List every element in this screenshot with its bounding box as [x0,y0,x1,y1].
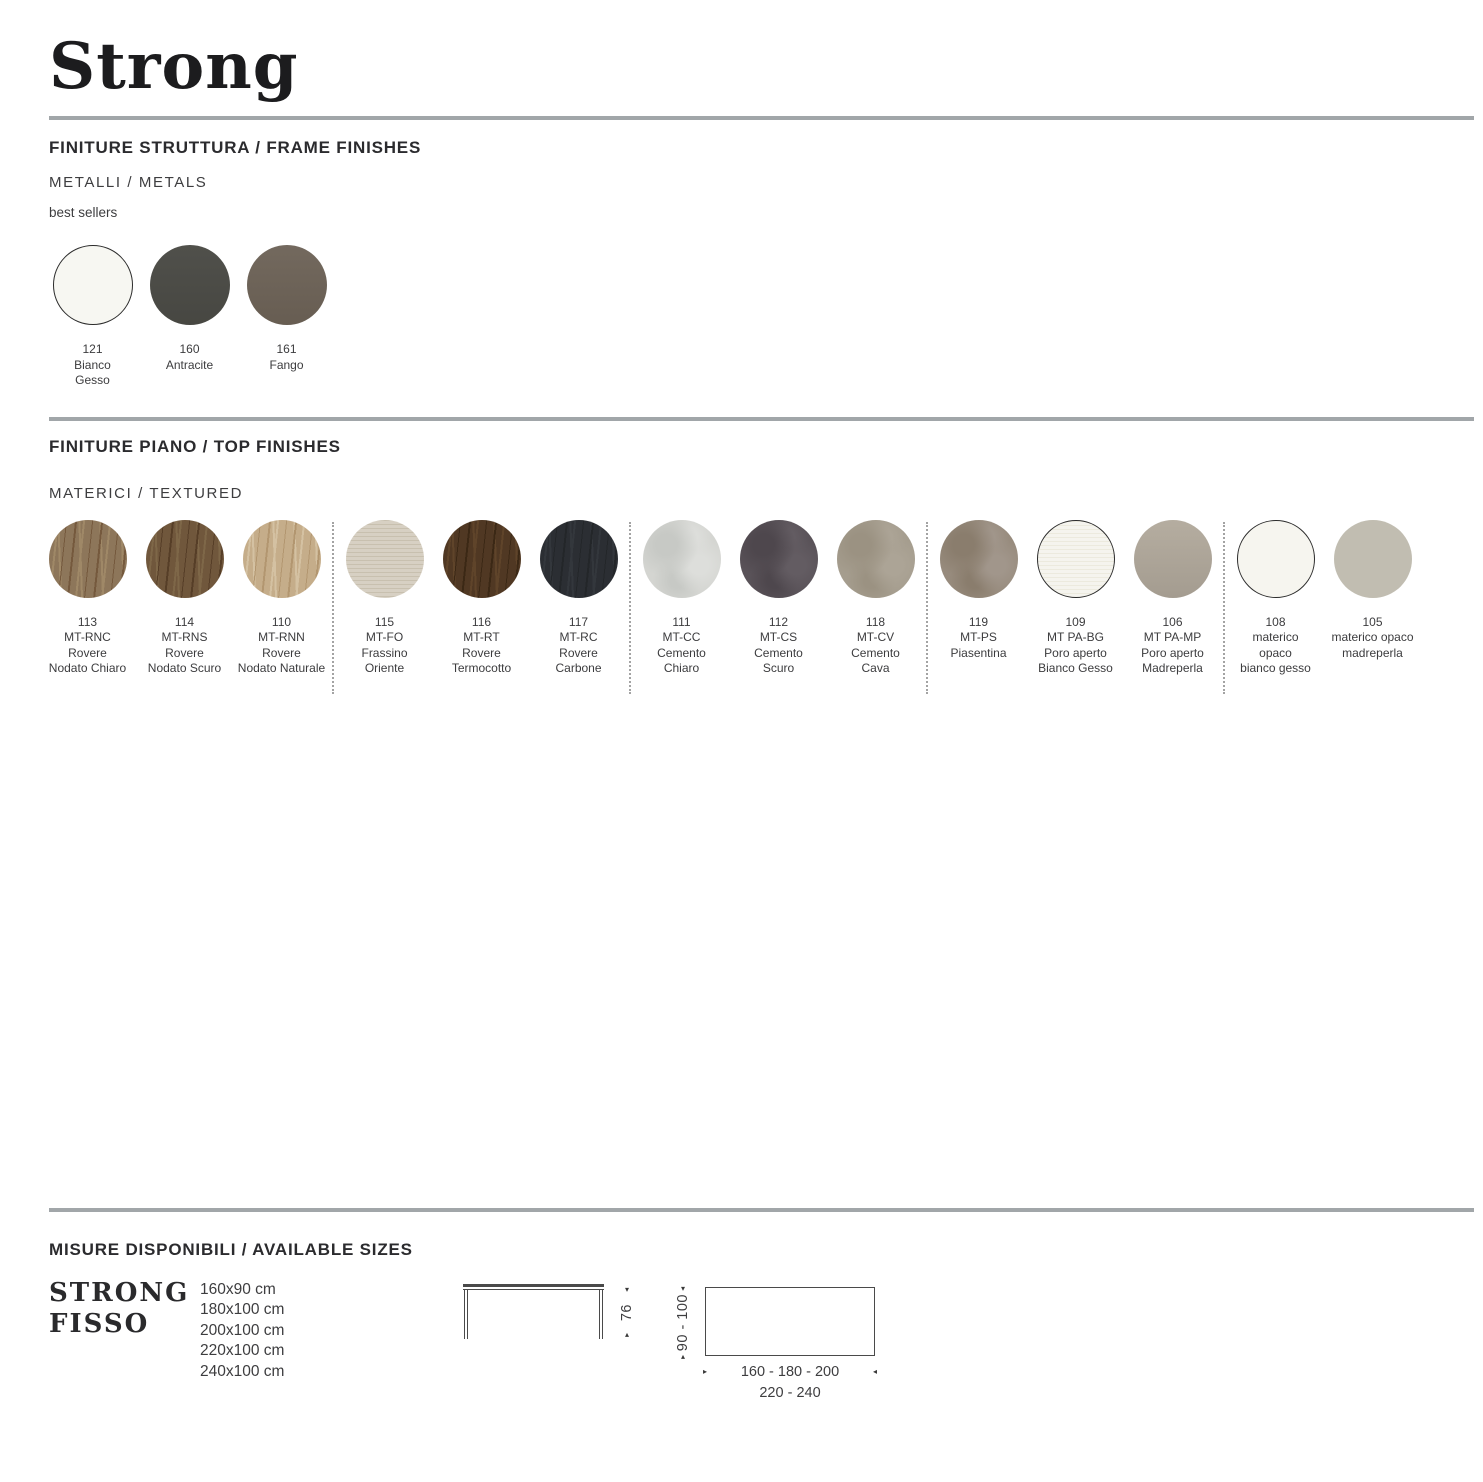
swatch-name-line: MT-RC [559,630,598,644]
swatch-name-line: MT-FO [365,630,404,644]
swatch-name-line: materico opaco [1331,630,1414,644]
size-list-item: 240x100 cm [200,1362,285,1380]
swatch-name-line: madreperla [1342,645,1403,660]
swatch-name-line: Poro aperto [1044,645,1107,660]
swatch-label [361,615,407,677]
swatch-name-line: Nodato Scuro [147,661,222,675]
finish-swatch-114 [136,520,233,677]
dotted-group-divider [1223,522,1225,694]
swatch-name-line: Poro aperto [1141,645,1204,660]
swatch-label [166,342,213,373]
dimension-arrow-right-icon: ▸ [703,1366,708,1376]
swatch-label [754,615,803,677]
finish-swatch-110 [233,520,330,677]
swatch-number: 161 [276,342,297,356]
finish-swatch-109 [1027,520,1124,677]
section-divider-rule [49,1208,1474,1212]
table-leg [464,1290,468,1339]
swatch-color-circle [53,245,133,325]
length-dimension-value: 160 - 180 - 200 [740,1363,840,1380]
swatch-number: 160 [179,342,200,356]
available-sizes-row [0,1272,1483,1482]
section-divider-rule [49,417,1474,421]
swatch-name-line: MT-CS [759,630,798,644]
swatch-name-line: Piasentina [950,645,1007,660]
swatch-number: 116 [471,614,492,629]
length-dimension-value: 220 - 240 [759,1384,821,1401]
textured-swatch-row [39,520,1474,694]
finish-swatch-117 [530,520,627,677]
swatch-number: 114 [174,614,195,629]
size-list-item: 220x100 cm [200,1342,285,1359]
size-list-item: 180x100 cm [200,1301,285,1318]
swatch-name-line: Rovere [165,645,204,660]
swatch-label [148,615,221,677]
swatch-color-circle [1334,520,1412,598]
swatch-label [1038,615,1113,677]
dotted-group-divider [629,522,631,694]
swatch-name-line: Termocotto [451,661,512,675]
swatch-name-line: materico [1252,630,1299,644]
finish-swatch-121 [44,245,141,389]
swatch-color-circle [150,245,230,325]
swatch-name-line: opaco [1259,645,1292,660]
swatch-color-circle [247,245,327,325]
finish-group [633,520,924,677]
dimension-arrow-up-icon: ▴ [624,1330,629,1340]
swatch-number: 110 [271,614,292,629]
finish-swatch-115 [336,520,433,677]
swatch-name-line: Cemento [657,645,706,660]
table-leg [599,1290,603,1339]
swatch-name-line: MT-PS [960,630,997,644]
swatch-name-line: MT PA-BG [1047,630,1104,644]
finish-swatch-106 [1124,520,1221,677]
swatch-name-line: Rovere [462,645,501,660]
metals-subheading: METALLI / METALS [49,174,208,191]
swatch-number: 119 [968,614,989,629]
top-finishes-heading: FINITURE PIANO / TOP FINISHES [49,436,341,456]
product-name-line: FISSO [49,1308,150,1339]
height-dimension-value: 76 [619,1303,635,1322]
swatch-name-line: Gesso [75,373,110,387]
swatch-label [1141,615,1204,677]
swatch-label [238,615,325,677]
swatch-name-line: MT-RNN [258,630,305,644]
swatch-color-circle [1134,520,1212,598]
swatch-name-line: Nodato Naturale [237,661,326,675]
swatch-name-line: MT-RNC [64,630,111,644]
swatch-color-circle [49,520,127,598]
best-sellers-note: best sellers [49,205,118,220]
finish-group [39,520,330,677]
swatch-name-line: Oriente [364,661,405,675]
table-top-edge [463,1284,604,1290]
table-side-view-diagram [463,1284,604,1339]
product-name [49,1278,189,1340]
dimension-arrow-up-icon: ▴ [680,1351,685,1361]
swatch-color-circle [940,520,1018,598]
swatch-number: 117 [568,614,589,629]
swatch-color-circle [443,520,521,598]
dimension-arrow-down-icon: ▾ [680,1283,685,1293]
size-list-item: 200x100 cm [200,1321,285,1339]
swatch-number: 112 [768,614,789,629]
size-list [200,1280,284,1383]
swatch-name-line: Antracite [165,357,214,372]
swatch-label [269,342,303,373]
swatch-number: 118 [865,614,886,629]
swatch-label [49,615,126,677]
swatch-color-circle [146,520,224,598]
swatch-name-line: Rovere [68,645,107,660]
swatch-name-line: Carbone [555,661,602,675]
section-divider-rule [49,116,1474,120]
swatch-number: 121 [82,342,103,356]
finish-swatch-119 [930,520,1027,677]
finish-group [336,520,627,677]
finish-swatch-160 [141,245,238,373]
finish-swatch-105 [1324,520,1421,677]
finish-swatch-116 [433,520,530,677]
finish-swatch-161 [238,245,335,373]
finish-swatch-108 [1227,520,1324,677]
metal-swatch-row [44,245,1474,389]
swatch-label [555,615,601,677]
swatch-color-circle [1037,520,1115,598]
finish-group [930,520,1221,677]
page-title: Strong [49,29,299,104]
finish-swatch-113 [39,520,136,677]
swatch-name-line: Madreperla [1142,661,1203,675]
swatch-label [851,615,900,677]
swatch-name-line: Frassino [361,645,408,660]
swatch-color-circle [740,520,818,598]
swatch-label [74,342,111,389]
dotted-group-divider [926,522,928,694]
swatch-name-line: Fango [269,357,304,372]
swatch-number: 109 [1065,614,1086,629]
finish-swatch-111 [633,520,730,677]
swatch-number: 111 [672,614,691,629]
dotted-group-divider [332,522,334,694]
swatch-name-line: Chiaro [663,661,700,675]
swatch-label [452,615,511,677]
swatch-name-line: bianco gesso [1240,661,1311,675]
swatch-name-line: MT-RNS [161,630,208,644]
swatch-label [657,615,706,677]
swatch-color-circle [346,520,424,598]
swatch-color-circle [643,520,721,598]
finish-swatch-118 [827,520,924,677]
swatch-name-line: MT-CV [856,630,895,644]
swatch-number: 115 [374,614,395,629]
swatch-name-line: Cemento [851,645,900,660]
swatch-name-line: Rovere [262,645,301,660]
swatch-number: 113 [77,614,98,629]
swatch-name-line: MT-CC [662,630,701,644]
depth-dimension-value: 90 - 100 [675,1293,691,1352]
swatch-name-line: Rovere [559,645,598,660]
swatch-label [1240,615,1311,677]
swatch-name-line: MT-RT [463,630,500,644]
dimension-arrow-left-icon: ◂ [872,1366,877,1376]
finish-swatch-112 [730,520,827,677]
table-top-view-diagram [705,1287,875,1356]
table-depth-dimension [672,1285,694,1361]
frame-finishes-heading: FINITURE STRUTTURA / FRAME FINISHES [49,138,422,157]
swatch-color-circle [243,520,321,598]
swatch-number: 105 [1362,614,1383,629]
swatch-name-line: Bianco Gesso [1038,661,1113,675]
swatch-name-line: Cemento [754,645,803,660]
swatch-name-line: MT PA-MP [1143,630,1202,644]
size-list-item: 160x90 cm [200,1280,276,1298]
swatch-color-circle [1237,520,1315,598]
dimension-arrow-down-icon: ▾ [624,1284,629,1294]
swatch-label [1331,615,1413,662]
swatch-name-line: Bianco [74,357,111,372]
swatch-name-line: Nodato Chiaro [48,661,127,675]
swatch-color-circle [837,520,915,598]
finish-group [1227,520,1421,677]
textured-subheading: MATERICI / TEXTURED [49,484,244,502]
swatch-name-line: Scuro [762,661,795,675]
swatch-number: 106 [1162,614,1183,629]
swatch-color-circle [540,520,618,598]
product-name-line: STRONG [49,1277,190,1308]
table-length-dimension [695,1362,885,1404]
swatch-number: 108 [1265,614,1286,629]
table-height-dimension [616,1286,638,1340]
swatch-label [950,615,1006,662]
available-sizes-heading: MISURE DISPONIBILI / AVAILABLE SIZES [49,1239,413,1259]
swatch-name-line: Cava [861,661,890,675]
